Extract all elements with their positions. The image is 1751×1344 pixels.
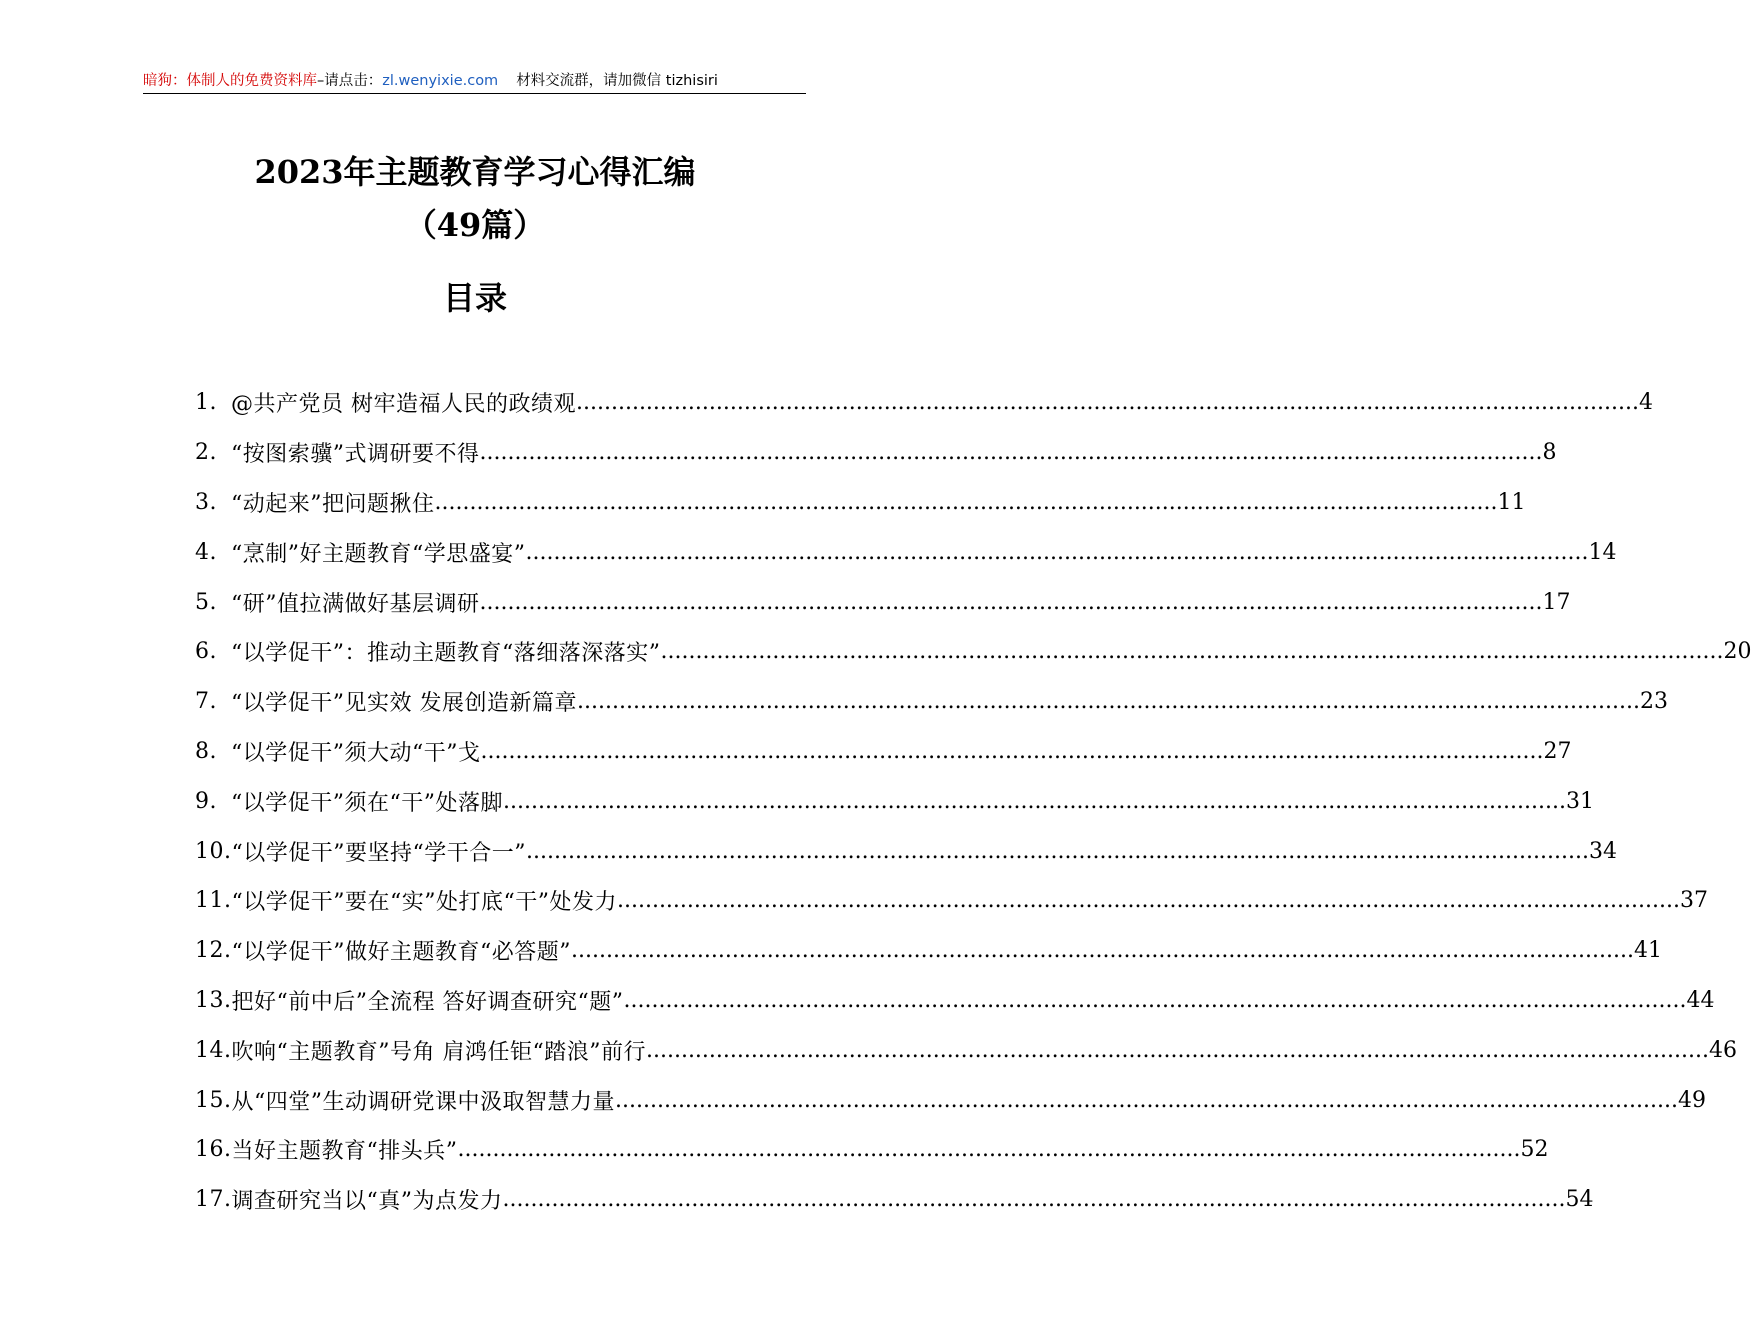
toc-entry-number: 9. [195, 788, 217, 814]
toc-dot-leader [526, 839, 1589, 864]
toc-entry-number: 5. [195, 589, 217, 615]
toc-entry[interactable] [195, 428, 1557, 478]
toc-entry-number: 2. [195, 440, 217, 466]
toc-entry[interactable] [195, 1175, 1594, 1225]
toc-entry-number: 13. [195, 987, 232, 1013]
document-title: 2023年主题教育学习心得汇编 [254, 153, 696, 191]
toc-entry[interactable] [195, 776, 1594, 826]
toc-entry[interactable] [195, 1075, 1706, 1125]
toc-entry-page: 46 [1708, 1037, 1737, 1063]
toc-entry-number: 4. [195, 539, 217, 565]
toc-entry[interactable] [195, 826, 1617, 876]
toc-entry-number: 10. [195, 838, 232, 864]
toc-dot-leader [481, 739, 1544, 764]
toc-entry-title: 吹响“主题教育”号角 肩鸿任钜“踏浪”前行 [231, 1039, 646, 1065]
toc-entry-page: 23 [1639, 689, 1668, 715]
toc-dot-leader [576, 390, 1639, 415]
toc-dot-leader [623, 988, 1686, 1013]
toc-entry-title: “研”值拉满做好基层调研 [231, 591, 480, 617]
header-url-link[interactable]: zl.wenyixie.com [382, 73, 499, 89]
toc-entry-page: 37 [1679, 888, 1708, 914]
header-wechat-info: 材料交流群，请加微信 tizhisiri [516, 73, 718, 89]
toc-entry-page: 54 [1565, 1187, 1594, 1213]
toc-entry-page: 44 [1686, 987, 1715, 1013]
toc-entry[interactable] [195, 627, 1751, 677]
toc-entry-title: 从“四堂”生动调研党课中汲取智慧力量 [231, 1089, 615, 1115]
toc-entry[interactable] [195, 478, 1526, 528]
toc-dot-leader [480, 440, 1543, 465]
toc-entry-number: 17. [195, 1187, 232, 1213]
toc-heading: 目录 [442, 279, 507, 317]
toc-entry-title: “以学促干”做好主题教育“必答题” [231, 940, 571, 966]
toc-dot-leader [526, 540, 1589, 565]
toc-entry[interactable] [195, 577, 1571, 627]
toc-entry-page: 31 [1565, 788, 1594, 814]
toc-entry-title: “以学促干”：推动主题教育“落细落深落实” [231, 641, 661, 667]
toc-entry-page: 17 [1542, 589, 1571, 615]
toc-entry-page: 52 [1520, 1137, 1549, 1163]
toc-entry[interactable] [195, 727, 1572, 777]
toc-entry-number: 14. [195, 1037, 232, 1063]
toc-entry-page: 34 [1588, 838, 1617, 864]
toc-entry-number: 16. [195, 1137, 232, 1163]
toc-dot-leader [503, 789, 1566, 814]
header-click-prompt: –请点击： [317, 73, 383, 89]
toc-entry[interactable] [195, 1025, 1737, 1075]
toc-entry-title: “以学促干”须在“干”处落脚 [231, 790, 503, 816]
toc-entry-number: 11. [195, 888, 232, 914]
toc-entry-page: 14 [1588, 539, 1617, 565]
toc-entry-title: “按图索骥”式调研要不得 [231, 442, 480, 468]
toc-entry-page: 8 [1542, 440, 1557, 466]
toc-entry-title: “以学促干”见实效 发展创造新篇章 [231, 691, 577, 717]
toc-dot-leader [458, 1137, 1521, 1162]
toc-entry-title: @共产党员 树牢造福人民的政绩观 [231, 392, 576, 418]
toc-entry-title: “烹制”好主题教育“学思盛宴” [231, 541, 526, 567]
table-of-contents [195, 378, 1751, 1225]
toc-entry-title: “以学促干”要坚持“学干合一” [231, 840, 526, 866]
toc-entry-title: 调查研究当以“真”为点发力 [231, 1189, 503, 1215]
toc-entry-page: 41 [1633, 938, 1662, 964]
toc-entry-title: 把好“前中后”全流程 答好调查研究“题” [231, 989, 624, 1015]
toc-entry-page: 49 [1677, 1087, 1706, 1113]
toc-dot-leader [615, 1088, 1678, 1113]
toc-entry-number: 6. [195, 639, 217, 665]
toc-entry-number: 15. [195, 1087, 232, 1113]
document-subtitle: （49篇） [404, 206, 546, 244]
toc-entry-page: 27 [1543, 738, 1572, 764]
toc-entry[interactable] [195, 1125, 1549, 1175]
toc-entry-number: 8. [195, 738, 217, 764]
toc-entry-title: “以学促干”须大动“干”戈 [231, 740, 481, 766]
toc-entry-number: 7. [195, 689, 217, 715]
toc-entry[interactable] [195, 527, 1617, 577]
toc-entry-number: 12. [195, 938, 232, 964]
toc-entry[interactable] [195, 378, 1653, 428]
toc-entry-page: 20 [1723, 639, 1751, 665]
toc-entry-title: “以学促干”要在“实”处打底“干”处发力 [231, 890, 617, 916]
header-banner [143, 70, 806, 92]
header-divider [143, 93, 806, 94]
toc-dot-leader [661, 639, 1724, 664]
toc-dot-leader [480, 590, 1543, 615]
toc-dot-leader [571, 938, 1634, 963]
toc-entry[interactable] [195, 677, 1668, 727]
toc-entry-number: 3. [195, 489, 217, 515]
toc-dot-leader [646, 1038, 1709, 1063]
toc-entry-title: 当好主题教育“排头兵” [231, 1139, 458, 1165]
toc-entry[interactable] [195, 876, 1708, 926]
toc-dot-leader [503, 1187, 1566, 1212]
toc-dot-leader [617, 888, 1680, 913]
toc-entry-number: 1. [195, 390, 217, 416]
toc-dot-leader [577, 689, 1640, 714]
toc-dot-leader [435, 490, 1498, 515]
toc-entry-page: 4 [1638, 390, 1653, 416]
header-source-label: 暗狗：体制人的免费资料库 [143, 73, 317, 89]
toc-entry-page: 11 [1497, 489, 1526, 515]
toc-entry[interactable] [195, 926, 1662, 976]
toc-entry[interactable] [195, 976, 1715, 1026]
toc-entry-title: “动起来”把问题揪住 [231, 491, 435, 517]
